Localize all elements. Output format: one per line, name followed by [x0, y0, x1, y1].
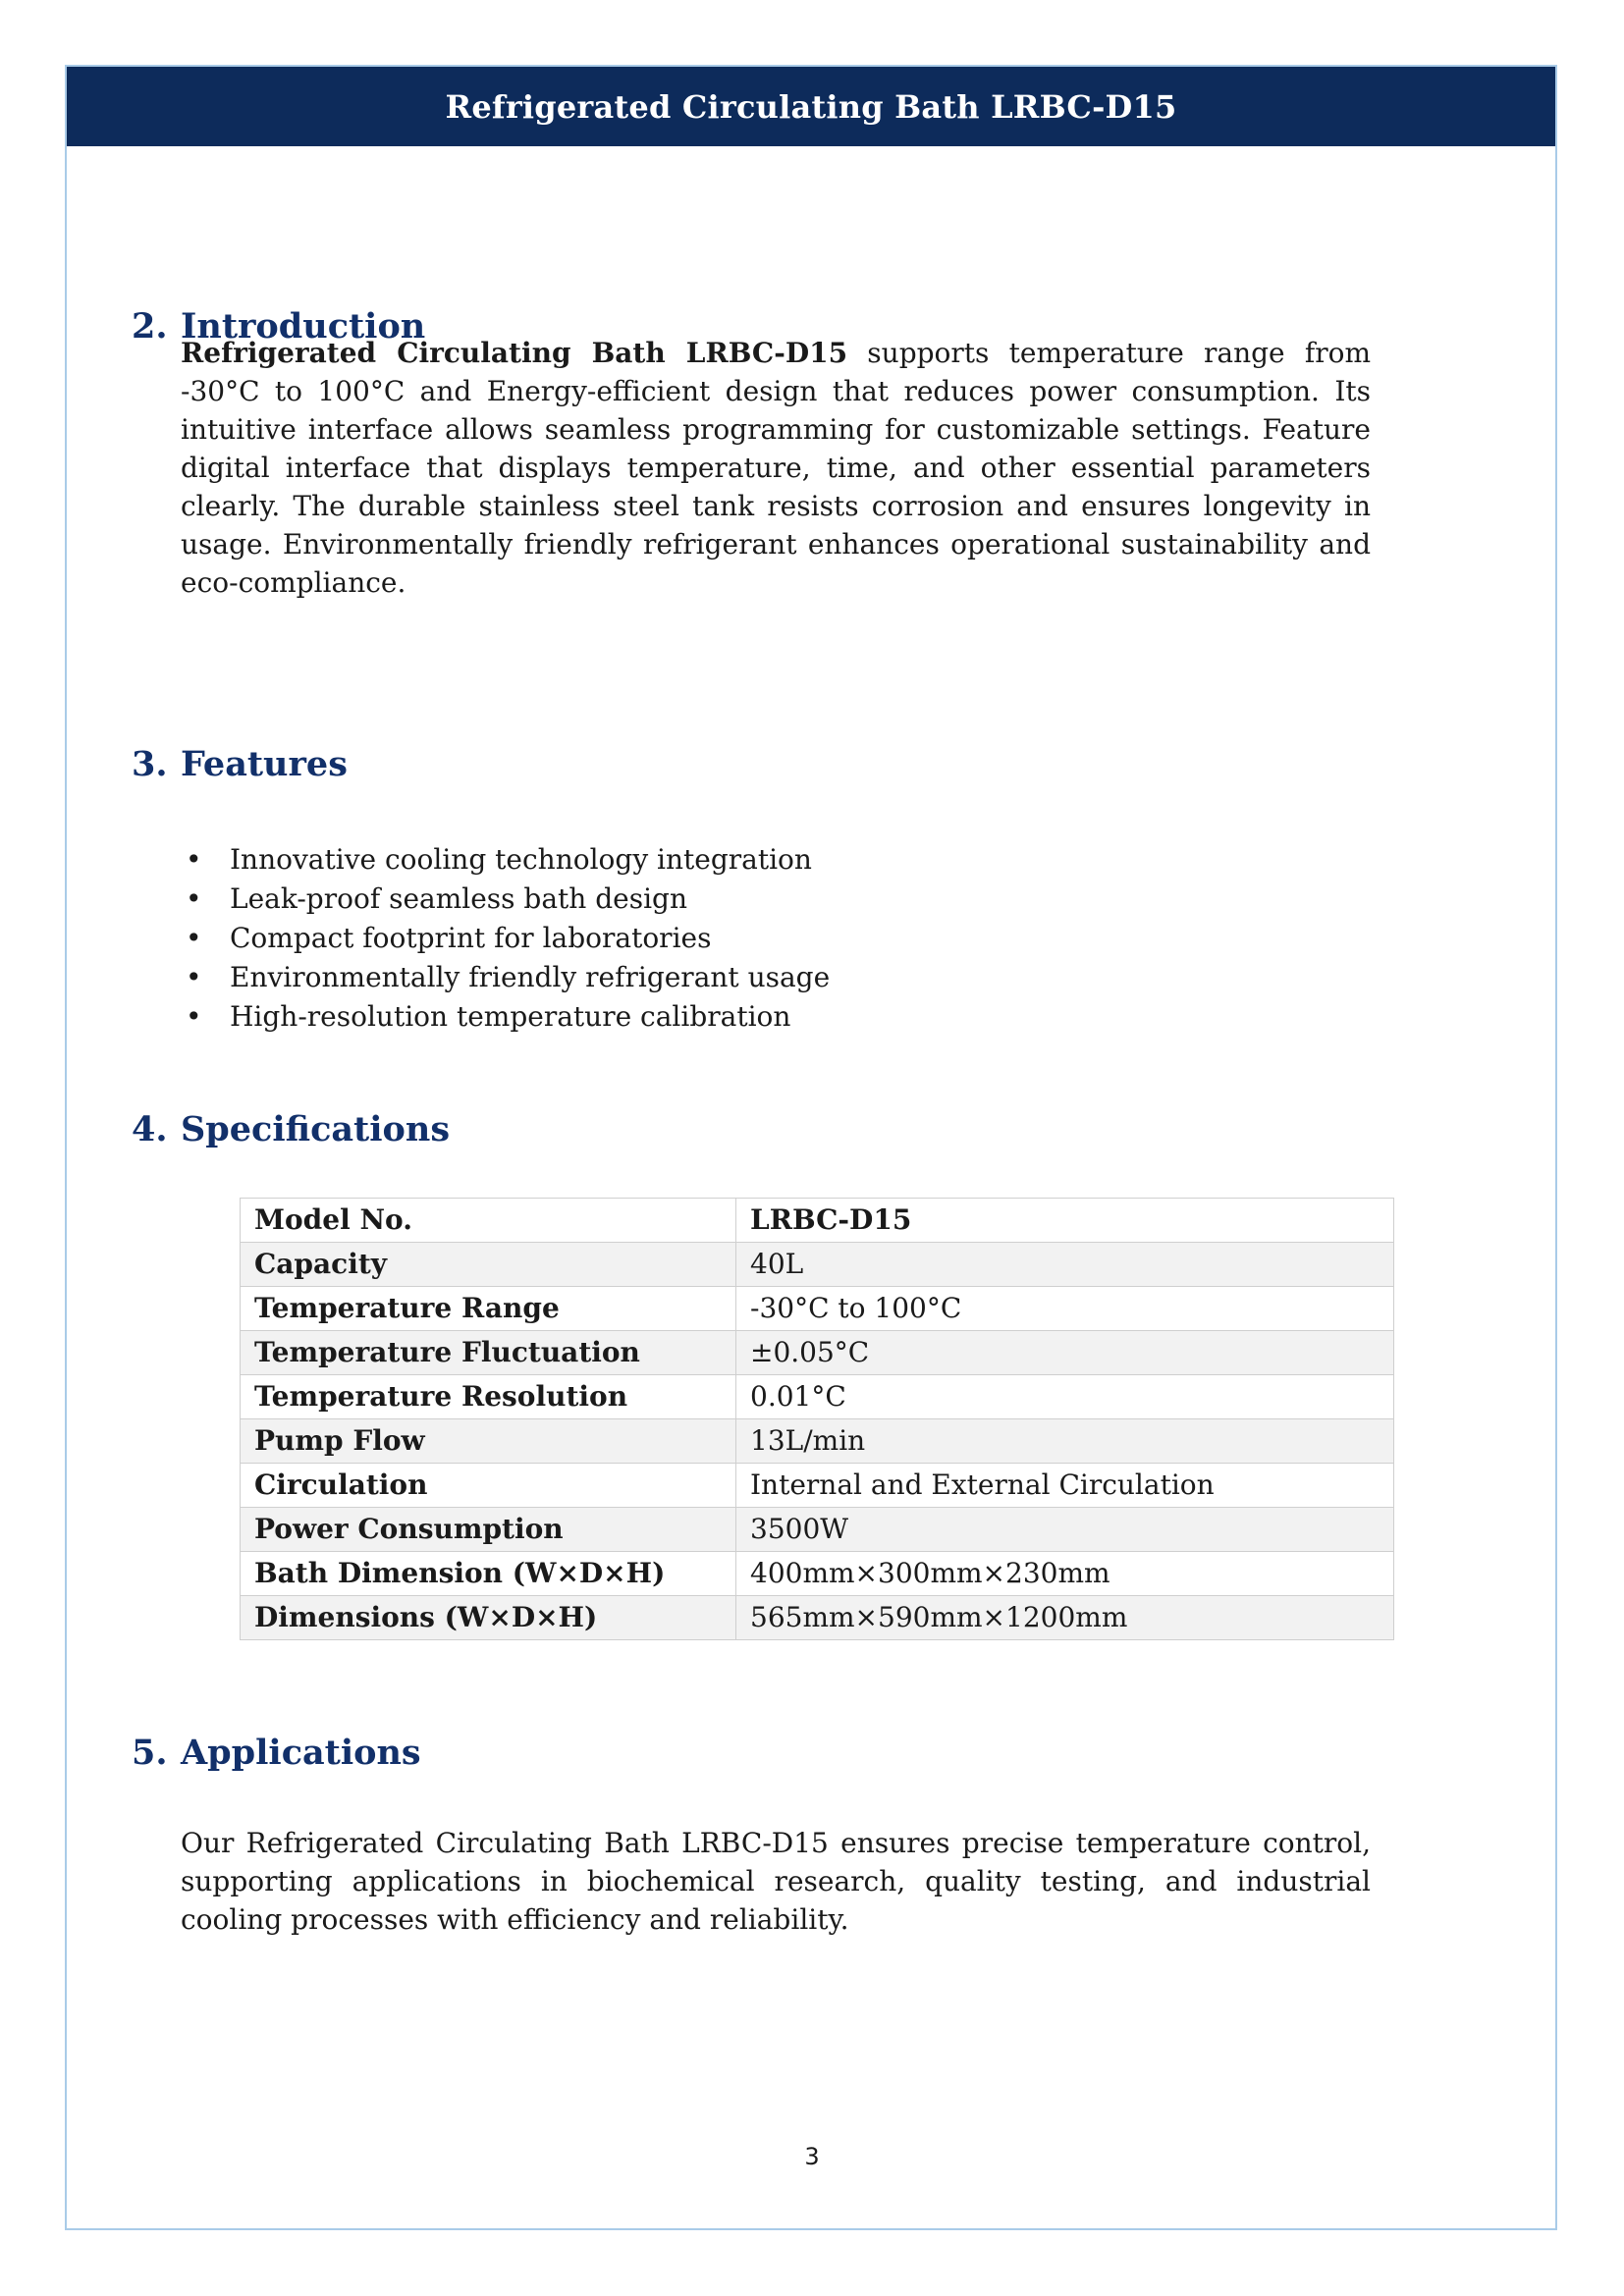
table-row [241, 1375, 1394, 1419]
specifications-number: 4. [132, 1109, 168, 1149]
spec-label: Pump Flow [241, 1419, 736, 1464]
spec-label: Temperature Range [241, 1287, 736, 1331]
spec-label: Bath Dimension (W×D×H) [241, 1552, 736, 1596]
document-header-bar [67, 67, 1555, 146]
table-row [241, 1419, 1394, 1464]
feature-text: Leak-proof seamless bath design [230, 882, 688, 915]
spec-value: LRBC-D15 [736, 1199, 1394, 1243]
applications-heading [132, 1733, 421, 1773]
spec-value: Internal and External Circulation [736, 1464, 1394, 1508]
feature-text: High-resolution temperature calibration [230, 1000, 791, 1033]
features-title: Features [181, 744, 348, 784]
introduction-body: supports temperature range from -30°C to 100°C and Energy-efficient design that reduces power consumption. Its intuitive interface allows seamless programming for customizable settings. Feature digital interface that displays temperature, time, and other essential parameters clearly. The durable stainless steel tank resists corrosion and ensures longevity in usage. Environmentally friendly refrigerant enhances operational sustainability and eco-compliance. [181, 337, 1371, 599]
table-row [241, 1508, 1394, 1552]
feature-item [181, 880, 830, 919]
specifications-heading [132, 1109, 450, 1149]
spec-label: Circulation [241, 1464, 736, 1508]
introduction-title: Introduction [181, 306, 426, 347]
bullet-icon: • [186, 882, 202, 915]
feature-item [181, 840, 830, 880]
bullet-icon: • [186, 922, 202, 954]
document-title: Refrigerated Circulating Bath LRBC-D15 [445, 87, 1177, 126]
introduction-number: 2. [132, 306, 168, 347]
spec-value: 0.01°C [736, 1375, 1394, 1419]
spec-value: 3500W [736, 1508, 1394, 1552]
feature-text: Environmentally friendly refrigerant usage [230, 961, 831, 993]
spec-label: Temperature Fluctuation [241, 1331, 736, 1375]
feature-text: Compact footprint for laboratories [230, 922, 712, 954]
spec-label: Capacity [241, 1243, 736, 1287]
applications-title: Applications [181, 1733, 421, 1773]
table-row [241, 1552, 1394, 1596]
specifications-title: Specifications [181, 1109, 451, 1149]
spec-label: Temperature Resolution [241, 1375, 736, 1419]
spec-value: 13L/min [736, 1419, 1394, 1464]
specifications-table [240, 1198, 1394, 1640]
introduction-paragraph [181, 334, 1371, 602]
table-row [241, 1596, 1394, 1640]
features-number: 3. [132, 744, 168, 784]
table-row [241, 1287, 1394, 1331]
applications-number: 5. [132, 1733, 168, 1773]
spec-label: Power Consumption [241, 1508, 736, 1552]
spec-value: ±0.05°C [736, 1331, 1394, 1375]
spec-value: 40L [736, 1243, 1394, 1287]
spec-value: 565mm×590mm×1200mm [736, 1596, 1394, 1640]
introduction-lead-bold: Refrigerated Circulating Bath LRBC-D15 [181, 337, 848, 369]
feature-item [181, 919, 830, 958]
bullet-icon: • [186, 843, 202, 876]
bullet-icon: • [186, 1000, 202, 1033]
spec-value: 400mm×300mm×230mm [736, 1552, 1394, 1596]
table-row [241, 1331, 1394, 1375]
spec-label: Model No. [241, 1199, 736, 1243]
feature-text: Innovative cooling technology integration [230, 843, 812, 876]
features-heading [132, 744, 348, 784]
features-list [181, 840, 830, 1037]
table-row [241, 1199, 1394, 1243]
spec-value: -30°C to 100°C [736, 1287, 1394, 1331]
table-row [241, 1464, 1394, 1508]
applications-paragraph: Our Refrigerated Circulating Bath LRBC-D15 ensures precise temperature control, supporting applications in biochemical research, quality testing, and industrial cooling processes with efficiency and reliability. [181, 1827, 1371, 1936]
feature-item [181, 997, 830, 1037]
page-number: 3 [804, 2143, 820, 2170]
table-row [241, 1243, 1394, 1287]
bullet-icon: • [186, 961, 202, 993]
spec-label: Dimensions (W×D×H) [241, 1596, 736, 1640]
feature-item [181, 958, 830, 997]
